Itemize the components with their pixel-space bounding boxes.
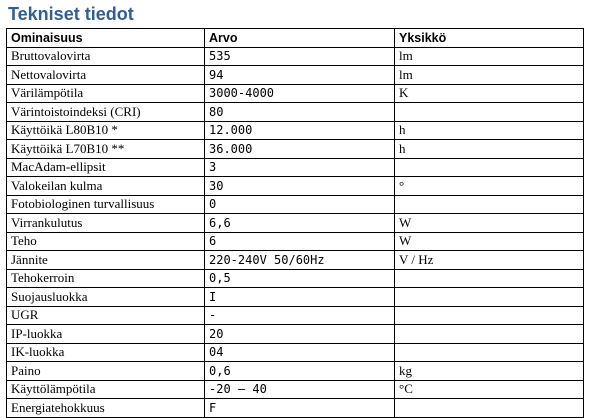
table-row: [7, 158, 584, 177]
cell-unit: [395, 288, 584, 307]
cell-property: Valokeilan kulma: [7, 177, 205, 196]
cell-unit: W: [395, 214, 584, 233]
cell-value: 04: [205, 343, 395, 362]
cell-value: 0,5: [205, 269, 395, 288]
cell-value: 12.000: [205, 121, 395, 140]
cell-property: Tehokerroin: [7, 269, 205, 288]
cell-property: IP-luokka: [7, 325, 205, 344]
cell-value: 3: [205, 158, 395, 177]
cell-property: MacAdam-ellipsit: [7, 158, 205, 177]
cell-value: 36.000: [205, 140, 395, 159]
cell-property: UGR: [7, 306, 205, 325]
cell-unit: lm: [395, 47, 584, 66]
cell-property: Paino: [7, 362, 205, 381]
cell-unit: [395, 158, 584, 177]
cell-unit: V / Hz: [395, 251, 584, 270]
cell-property: IK-luokka: [7, 343, 205, 362]
table-row: [7, 343, 584, 362]
cell-unit: [395, 343, 584, 362]
cell-unit: W: [395, 232, 584, 251]
cell-value: 6: [205, 232, 395, 251]
table-row: [7, 325, 584, 344]
header-unit: Yksikkö: [395, 29, 584, 48]
table-row: [7, 380, 584, 399]
table-row: [7, 362, 584, 381]
cell-property: Jännite: [7, 251, 205, 270]
cell-property: Virrankulutus: [7, 214, 205, 233]
cell-value: -20 – 40: [205, 380, 395, 399]
table-row: [7, 121, 584, 140]
cell-property: Suojausluokka: [7, 288, 205, 307]
cell-value: 6,6: [205, 214, 395, 233]
cell-value: 20: [205, 325, 395, 344]
spec-table-body: [7, 47, 584, 417]
table-row: [7, 195, 584, 214]
cell-value: 94: [205, 66, 395, 85]
table-row: [7, 399, 584, 418]
table-row: [7, 47, 584, 66]
cell-unit: [395, 325, 584, 344]
cell-property: Käyttölämpötila: [7, 380, 205, 399]
table-row: [7, 177, 584, 196]
table-row: [7, 140, 584, 159]
table-row: [7, 288, 584, 307]
cell-property: Bruttovalovirta: [7, 47, 205, 66]
cell-value: F: [205, 399, 395, 418]
cell-value: 0,6: [205, 362, 395, 381]
cell-property: Käyttöikä L80B10 *: [7, 121, 205, 140]
table-row: [7, 66, 584, 85]
cell-unit: h: [395, 121, 584, 140]
table-row: [7, 214, 584, 233]
cell-property: Fotobiologinen turvallisuus: [7, 195, 205, 214]
cell-property: Käyttöikä L70B10 **: [7, 140, 205, 159]
cell-unit: [395, 269, 584, 288]
table-header-row: [7, 29, 584, 48]
cell-unit: [395, 103, 584, 122]
cell-unit: [395, 399, 584, 418]
cell-property: Värilämpötila: [7, 84, 205, 103]
cell-property: Värintoistoindeksi (CRI): [7, 103, 205, 122]
cell-unit: lm: [395, 66, 584, 85]
cell-unit: K: [395, 84, 584, 103]
page-title: Tekniset tiedot: [8, 4, 134, 24]
cell-property: Nettovalovirta: [7, 66, 205, 85]
cell-value: -: [205, 306, 395, 325]
header-property: Ominaisuus: [7, 29, 205, 48]
cell-value: 220-240V 50/60Hz: [205, 251, 395, 270]
cell-value: 80: [205, 103, 395, 122]
cell-unit: [395, 306, 584, 325]
table-row: [7, 269, 584, 288]
cell-value: 3000-4000: [205, 84, 395, 103]
table-row: [7, 103, 584, 122]
cell-unit: kg: [395, 362, 584, 381]
spec-table: [6, 28, 584, 418]
cell-value: 30: [205, 177, 395, 196]
cell-value: 0: [205, 195, 395, 214]
cell-unit: °C: [395, 380, 584, 399]
table-row: [7, 306, 584, 325]
cell-property: Energiatehokkuus: [7, 399, 205, 418]
table-row: [7, 232, 584, 251]
cell-unit: °: [395, 177, 584, 196]
cell-unit: [395, 195, 584, 214]
table-row: [7, 251, 584, 270]
cell-unit: h: [395, 140, 584, 159]
header-value: Arvo: [205, 29, 395, 48]
cell-value: I: [205, 288, 395, 307]
cell-value: 535: [205, 47, 395, 66]
cell-property: Teho: [7, 232, 205, 251]
table-row: [7, 84, 584, 103]
